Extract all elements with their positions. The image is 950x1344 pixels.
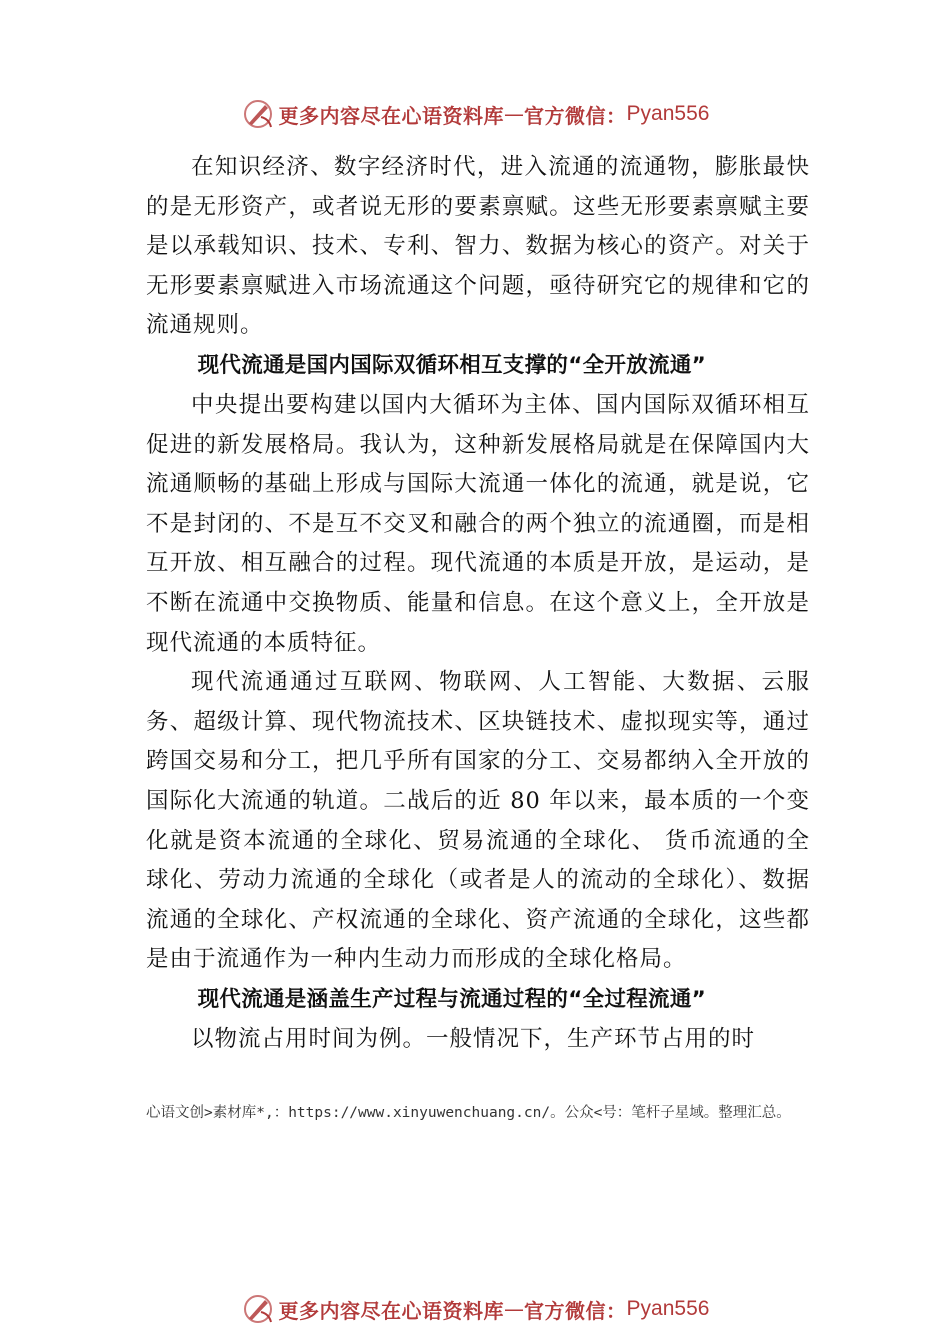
- quill-emblem-icon: [241, 97, 275, 131]
- document-body: [146, 148, 810, 1059]
- source-footnote: 心语文创>素材库*,：https://www.xinyuwenchuang.cn/。公众<号：笔杆子星域。整理汇总。: [146, 1105, 791, 1121]
- wechat-label: 官方微信：: [524, 103, 627, 128]
- quill-emblem-icon: [241, 1292, 275, 1326]
- banner-separator: —: [504, 102, 525, 126]
- banner-title: 更多内容尽在心语资料库: [278, 103, 505, 128]
- paragraph-3: 现代流通通过互联网、物联网、人工智能、大数据、云服务、超级计算、现代物流技术、区块链技术、虚拟现实等，通过跨国交易和分工，把几乎所有国家的分工、交易都纳入全开放的国际化大流通的轨道。二战后的近 80 年以来，最本质的一个变化就是资本流通的全球化、贸易流通的全球化、 货币流通的全球化、劳动力流通的全球化（或者是人的流动的全球化）、数据流通的全球化、产权流通的全球化、资产流通的全球化，这些都是由于流通作为一种内生动力而形成的全球化格局。: [146, 669, 810, 973]
- footer-banner-separator: —: [504, 1297, 525, 1321]
- paragraph-1: 在知识经济、数字经济时代，进入流通的流通物，膨胀最快的是无形资产，或者说无形的要素禀赋。这些无形要素禀赋主要是以承载知识、技术、专利、智力、数据为核心的资产。对关于无形要素禀赋进入市场流通这个问题，亟待研究它的规律和它的流通规则。: [146, 154, 810, 339]
- footer-banner: [0, 1287, 950, 1331]
- wechat-id: Pyan556: [626, 102, 710, 125]
- paragraph-4: 以物流占用时间为例。一般情况下，生产环节占用的时: [191, 1025, 756, 1052]
- footer-banner-title: 更多内容尽在心语资料库: [278, 1298, 505, 1323]
- footer-wechat-id: Pyan556: [626, 1297, 710, 1320]
- section-heading-open-circulation: 现代流通是国内国际双循环相互支撑的“全开放流通”: [197, 352, 707, 378]
- section-heading-full-process: 现代流通是涵盖生产过程与流通过程的“全过程流通”: [197, 986, 707, 1012]
- footer-wechat-label: 官方微信：: [524, 1298, 627, 1323]
- paragraph-2: 中央提出要构建以国内大循环为主体、国内国际双循环相互促进的新发展格局。我认为，这种新发展格局就是在保障国内大流通顺畅的基础上形成与国际大流通一体化的流通，就是说，它不是封闭的、不是互不交叉和融合的两个独立的流通圈，而是相互开放、相互融合的过程。现代流通的本质是开放，是运动，是不断在流通中交换物质、能量和信息。在这个意义上，全开放是现代流通的本质特征。: [146, 391, 810, 656]
- header-banner: [0, 92, 950, 136]
